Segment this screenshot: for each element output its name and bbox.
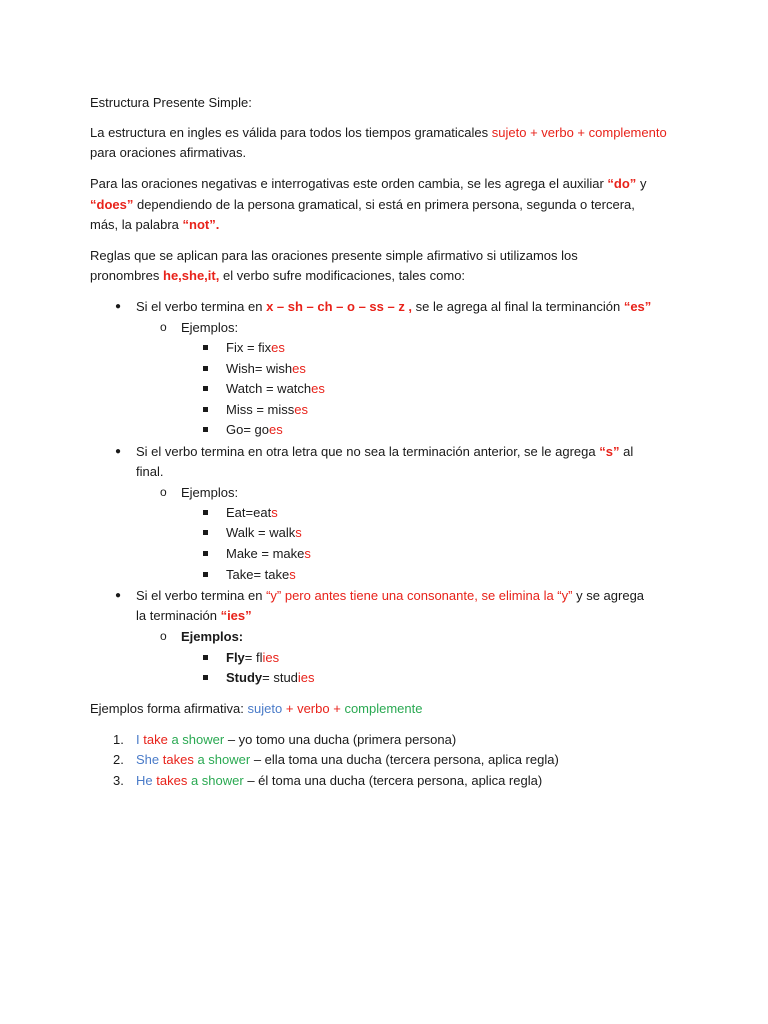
- example-base: Make = make: [226, 546, 305, 561]
- example-suffix: s: [304, 546, 311, 561]
- bullet-icon: ●: [115, 446, 122, 457]
- sentence-subject: She: [136, 752, 160, 767]
- rule1-text-b: se le agrega al final la terminanción: [415, 299, 621, 314]
- circle-bullet-icon: o: [160, 485, 167, 499]
- example-base: Eat=eat: [226, 505, 272, 520]
- intro-line-2: para oraciones afirmativas.: [90, 145, 247, 160]
- list-number: 3.: [113, 773, 124, 788]
- sentence-translation: – ella toma una ducha (tercera persona, aplica regla): [253, 752, 559, 767]
- rule2-text-b: al: [623, 444, 634, 459]
- example-suffix: ies: [297, 670, 315, 685]
- example-suffix: es: [292, 361, 306, 376]
- neg-line-2: [90, 196, 635, 213]
- square-bullet-icon: [203, 345, 208, 350]
- square-bullet-icon: [203, 407, 208, 412]
- intro-text: La estructura en ingles es válida para todos los tiempos gramaticales: [90, 125, 489, 140]
- rule1-suffix: “es”: [623, 299, 652, 314]
- rule3-text-c: la terminación: [136, 608, 217, 623]
- neg-text-3: más, la palabra: [90, 217, 179, 232]
- rules-intro-text-2: el verbo sufre modificaciones, tales como:: [222, 268, 466, 283]
- rule3-text-b: y se agrega: [576, 588, 645, 603]
- affirmative-verbo: verbo: [297, 701, 330, 716]
- intro-line-1: [90, 124, 667, 141]
- example-suffix: es: [271, 340, 285, 355]
- sentence-translation: – yo tomo una ducha (primera persona): [227, 732, 457, 747]
- bullet-icon: ●: [115, 301, 122, 312]
- affirmative-sujeto: sujeto: [247, 701, 283, 716]
- neg-not: “not”.: [182, 217, 220, 232]
- example-sentence: [136, 772, 542, 789]
- rule1-text-a: Si el verbo termina en: [136, 299, 263, 314]
- neg-line-3: [90, 216, 219, 233]
- example-eq: = stud: [262, 670, 298, 685]
- square-bullet-icon: [203, 427, 208, 432]
- rules-intro-pronouns: he,she,it,: [163, 268, 220, 283]
- example-base: Study: [226, 670, 263, 685]
- affirmative-label: Ejemplos forma afirmativa:: [90, 701, 244, 716]
- square-bullet-icon: [203, 655, 208, 660]
- neg-y: y: [639, 176, 647, 191]
- neg-text-2: dependiendo de la persona gramatical, si está en primera persona, segunda o tercera,: [136, 197, 635, 212]
- example-suffix: es: [294, 402, 308, 417]
- sentence-verb: take: [143, 732, 168, 747]
- list-number: 2.: [113, 752, 124, 767]
- bullet-icon: ●: [115, 590, 122, 601]
- rule2-example: [226, 545, 311, 562]
- circle-bullet-icon: o: [160, 629, 167, 643]
- square-bullet-icon: [203, 530, 208, 535]
- rule3-red-text: “y” pero antes tiene una consonante, se elimina la “y”: [266, 588, 573, 603]
- rule1-example: [226, 380, 325, 397]
- sentence-subject: He: [136, 773, 153, 788]
- sentence-subject: I: [136, 732, 140, 747]
- example-suffix: s: [289, 567, 296, 582]
- affirmative-plus-2: +: [333, 701, 341, 716]
- rule2-examples-label: Ejemplos:: [181, 485, 239, 500]
- example-suffix: s: [295, 525, 302, 540]
- rule1-example: [226, 401, 308, 418]
- affirmative-plus-1: +: [285, 701, 294, 716]
- example-base: Miss = miss: [226, 402, 295, 417]
- rule1-example: [226, 360, 306, 377]
- example-suffix: es: [311, 381, 325, 396]
- rule2-example: [226, 524, 302, 541]
- rule3-text-a: Si el verbo termina en: [136, 588, 263, 603]
- rules-intro-text: pronombres: [90, 268, 160, 283]
- square-bullet-icon: [203, 386, 208, 391]
- rule3-line-1: [136, 587, 644, 604]
- square-bullet-icon: [203, 510, 208, 515]
- sentence-complement: a shower: [190, 773, 244, 788]
- rule1-line: [136, 298, 651, 315]
- rule1-example: [226, 421, 283, 438]
- sentence-complement: a shower: [197, 752, 251, 767]
- example-base: Take= take: [226, 567, 290, 582]
- affirmative-heading: [90, 700, 422, 717]
- example-base: Walk = walk: [226, 525, 296, 540]
- rule2-suffix: “s”: [599, 444, 620, 459]
- example-base: Go= go: [226, 422, 270, 437]
- affirmative-complemento: complemente: [344, 701, 423, 716]
- doc-title: Estructura Presente Simple:: [90, 95, 252, 110]
- square-bullet-icon: [203, 572, 208, 577]
- example-suffix: ies: [262, 650, 280, 665]
- sentence-translation: – él toma una ducha (tercera persona, aplica regla): [247, 773, 543, 788]
- example-sentence: [136, 751, 559, 768]
- example-base: Wish= wish: [226, 361, 293, 376]
- neg-text-1: Para las oraciones negativas e interrogativas este orden cambia, se les agrega el auxiliar: [90, 176, 604, 191]
- rule1-examples-label: Ejemplos:: [181, 320, 239, 335]
- square-bullet-icon: [203, 551, 208, 556]
- example-base: Watch = watch: [226, 381, 312, 396]
- rules-intro-line-2: [90, 267, 465, 284]
- intro-formula: sujeto + verbo + complemento: [491, 125, 667, 140]
- neg-line-1: [90, 175, 646, 192]
- neg-do: “do”: [607, 176, 637, 191]
- rule3-example: [226, 649, 279, 666]
- example-eq: = fl: [244, 650, 263, 665]
- example-suffix: s: [271, 505, 278, 520]
- sentence-verb: takes: [162, 752, 194, 767]
- sentence-verb: takes: [156, 773, 188, 788]
- rule1-endings: x – sh – ch – o – ss – z ,: [266, 299, 413, 314]
- example-base: Fix = fix: [226, 340, 272, 355]
- example-suffix: es: [269, 422, 283, 437]
- example-sentence: [136, 731, 456, 748]
- rule3-example: [226, 669, 315, 686]
- rule3-suffix: “ies”: [220, 608, 252, 623]
- sentence-complement: a shower: [171, 732, 225, 747]
- rule2-line-2: final.: [136, 464, 164, 479]
- list-number: 1.: [113, 732, 124, 747]
- rule2-line-1: [136, 443, 633, 460]
- square-bullet-icon: [203, 366, 208, 371]
- rule2-text-a: Si el verbo termina en otra letra que no sea la terminación anterior, se le agrega: [136, 444, 596, 459]
- square-bullet-icon: [203, 675, 208, 680]
- neg-does: “does”: [90, 197, 134, 212]
- example-base: Fly: [226, 650, 245, 665]
- rule2-example: [226, 504, 278, 521]
- rule1-example: [226, 339, 285, 356]
- rule2-example: [226, 566, 296, 583]
- circle-bullet-icon: o: [160, 320, 167, 334]
- rule3-examples-label: Ejemplos:: [181, 629, 244, 644]
- rules-intro-line-1: Reglas que se aplican para las oraciones presente simple afirmativo si utilizamos los: [90, 248, 578, 263]
- rule3-line-2: [136, 607, 252, 624]
